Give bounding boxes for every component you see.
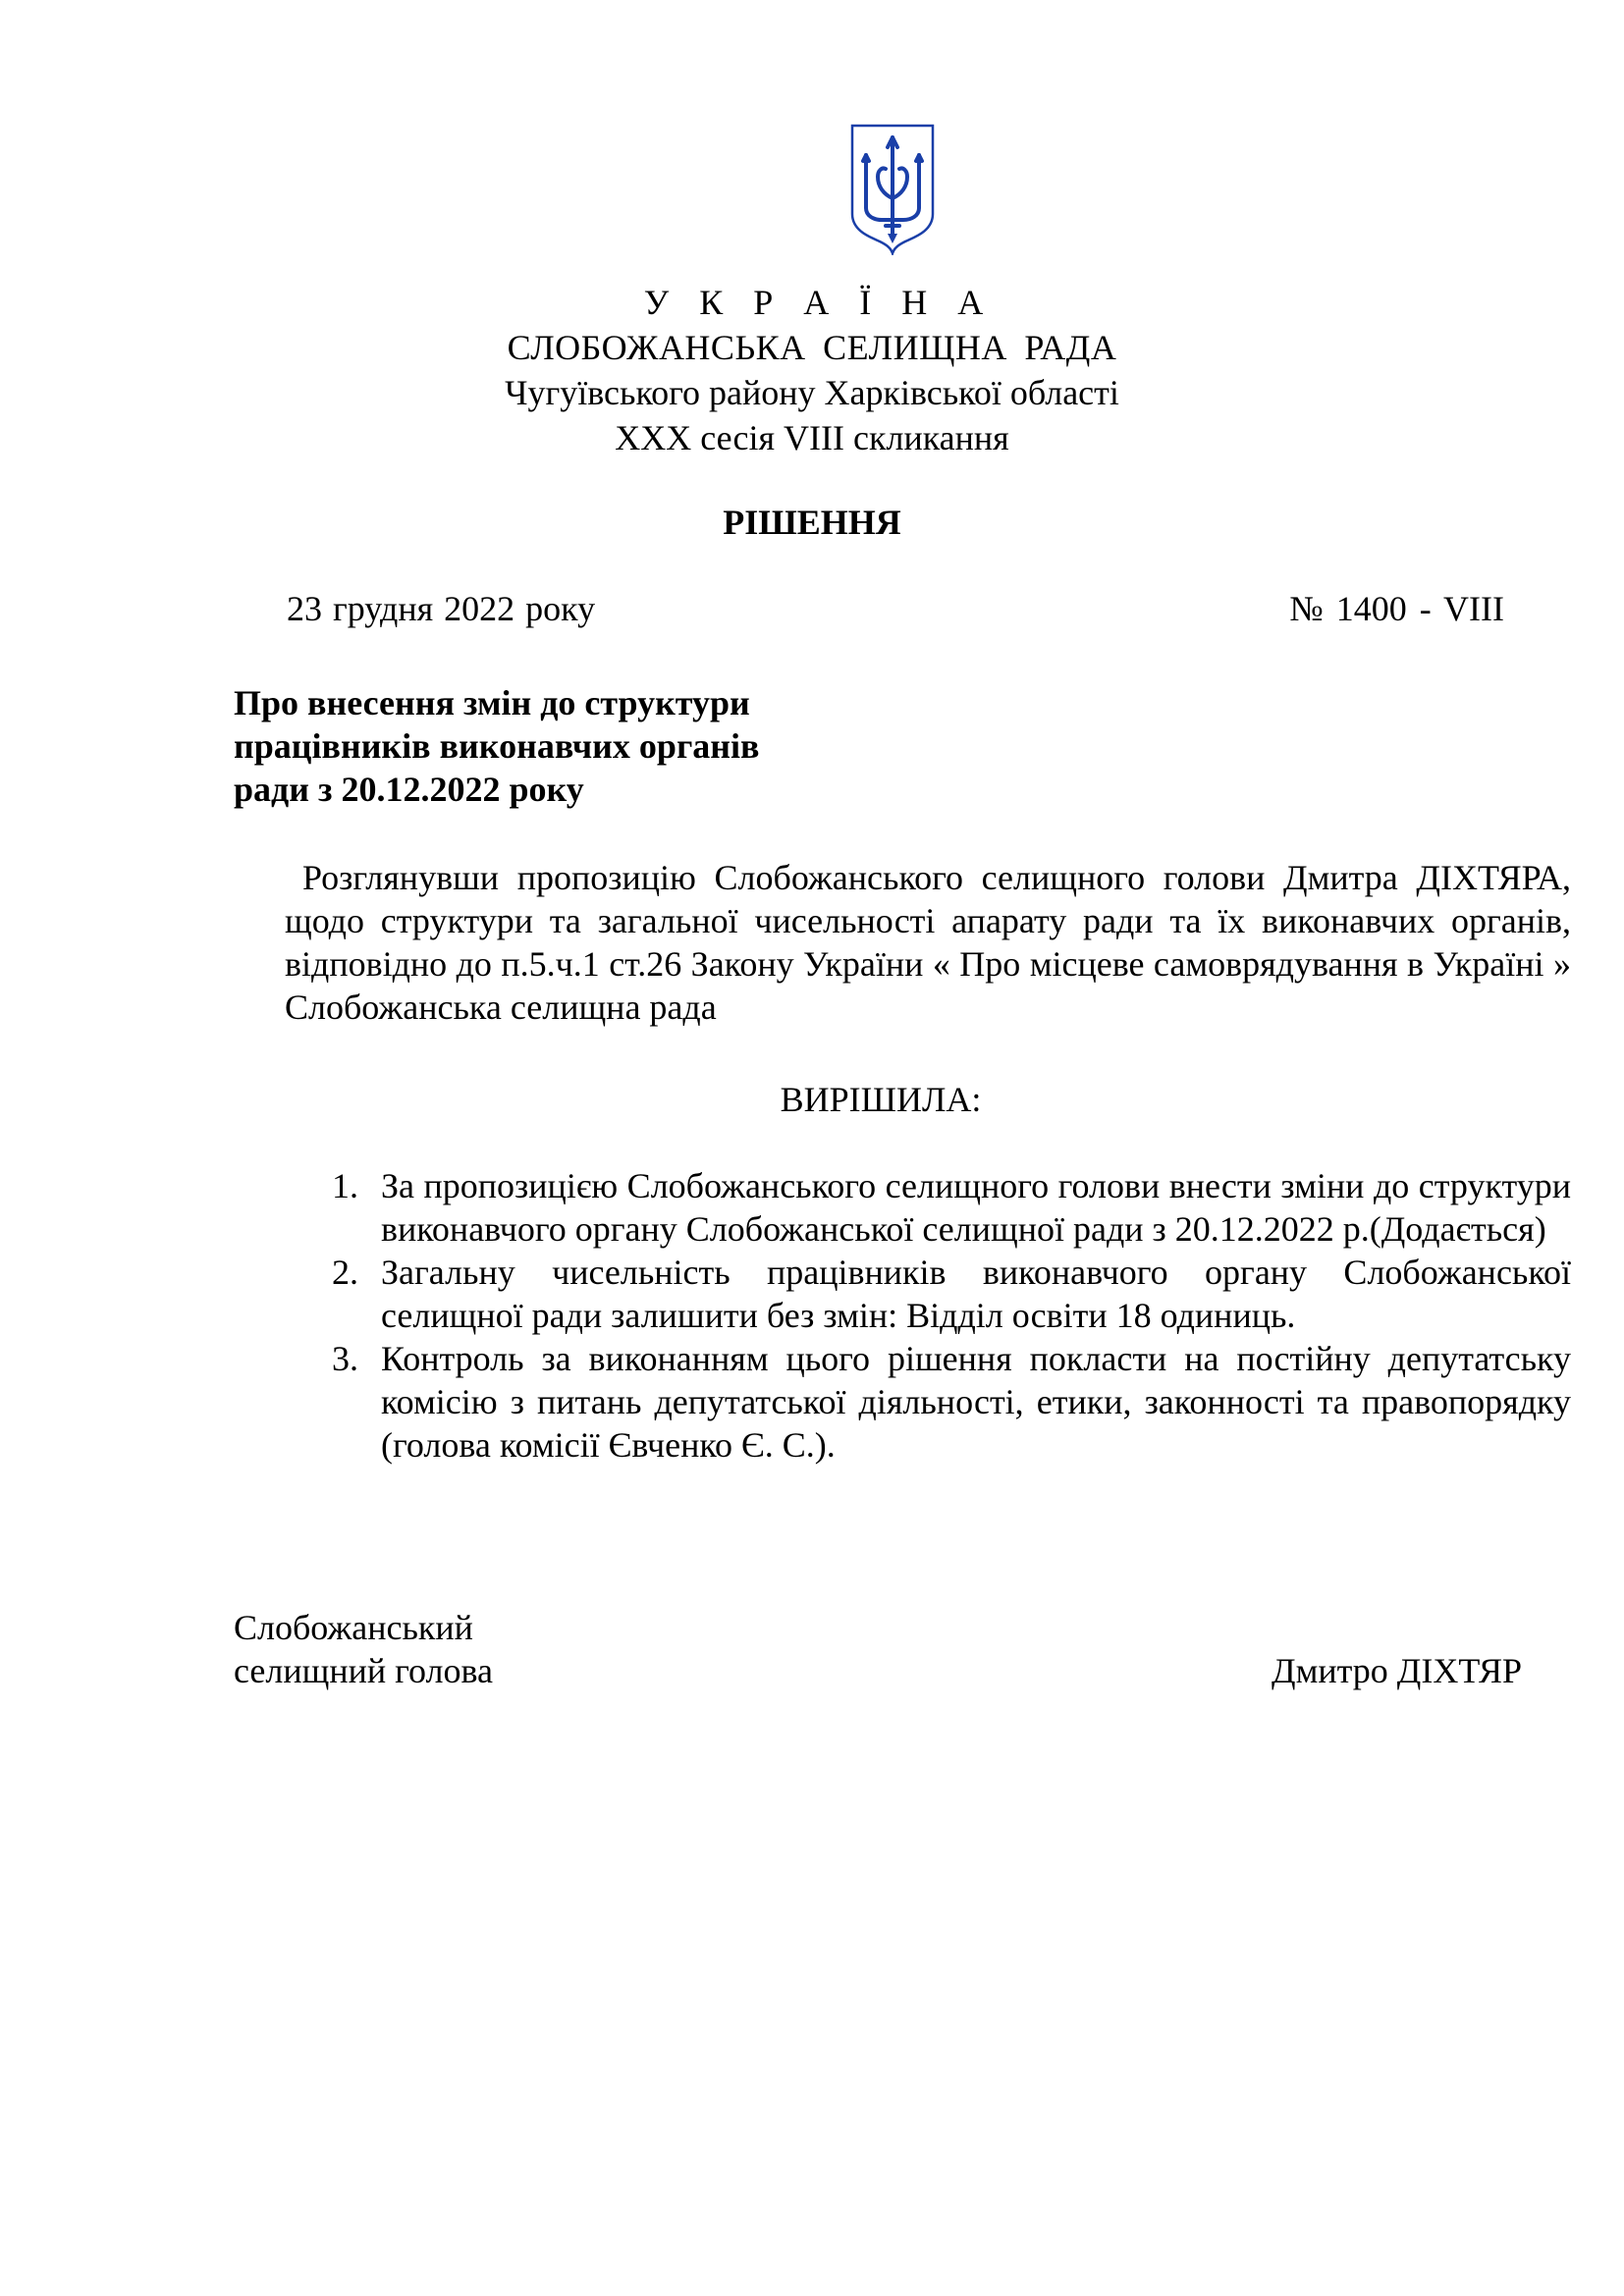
list-item xyxy=(332,1164,1571,1251)
signature-name: Дмитро ДІХТЯР xyxy=(1272,1651,1522,1690)
session-heading: ХХХ сесія VIII скликання xyxy=(615,418,1009,457)
subject-line: ради з 20.12.2022 року xyxy=(234,770,584,809)
subject-line: Про внесення змін до структури xyxy=(234,683,750,722)
subject-line: працівників виконавчих органів xyxy=(234,726,760,766)
item-number: 1. xyxy=(332,1166,358,1205)
signature-position-line: селищний голова xyxy=(234,1651,494,1690)
resolution-items xyxy=(332,1164,1571,1467)
country-heading: У К Р А Ї Н А xyxy=(643,283,995,322)
coat-of-arms-of-ukraine-icon xyxy=(848,122,937,255)
signature-position-line: Слобожанський xyxy=(234,1608,473,1647)
list-item xyxy=(332,1337,1571,1467)
preamble-paragraph: Розглянувши пропозицію Слобожанського селищного голови Дмитра ДІХТЯРА, щодо структури та загальної чисельності апарату ради та їх виконавчих органів, відповідно до п.5.ч.1 ст.26 Закону України « Про місцеве самоврядування в Україні » Слобожанська селищна рада xyxy=(285,858,1571,1027)
decision-date: 23 грудня 2022 року xyxy=(287,589,596,628)
list-item xyxy=(332,1251,1571,1337)
item-number: 2. xyxy=(332,1253,358,1292)
decision-number: № 1400 - VIII xyxy=(1289,589,1504,628)
item-text: Загальну чисельність працівників виконавчого органу Слобожанської селищної ради залишити без змін: Відділ освіти 18 одиниць. xyxy=(381,1253,1571,1335)
item-text: Контроль за виконанням цього рішення покласти на постійну депутатську комісію з питань депутатської діяльності, етики, законності та правопорядку (голова комісії Євченко Є. С.). xyxy=(381,1339,1571,1465)
decision-subject xyxy=(234,681,921,811)
council-heading: СЛОБОЖАНСЬКА СЕЛИЩНА РАДА xyxy=(507,328,1117,367)
signature-position xyxy=(234,1606,493,1692)
item-number: 3. xyxy=(332,1339,358,1378)
decision-title: РІШЕННЯ xyxy=(723,503,901,542)
district-heading: Чугуївського району Харківської області xyxy=(505,373,1119,412)
item-text: За пропозицією Слобожанського селищного голови внести зміни до структури виконавчого органу Слобожанської селищної ради з 20.12.2022 р.(Додається) xyxy=(381,1166,1571,1249)
resolved-heading: ВИРІШИЛА: xyxy=(780,1080,982,1119)
